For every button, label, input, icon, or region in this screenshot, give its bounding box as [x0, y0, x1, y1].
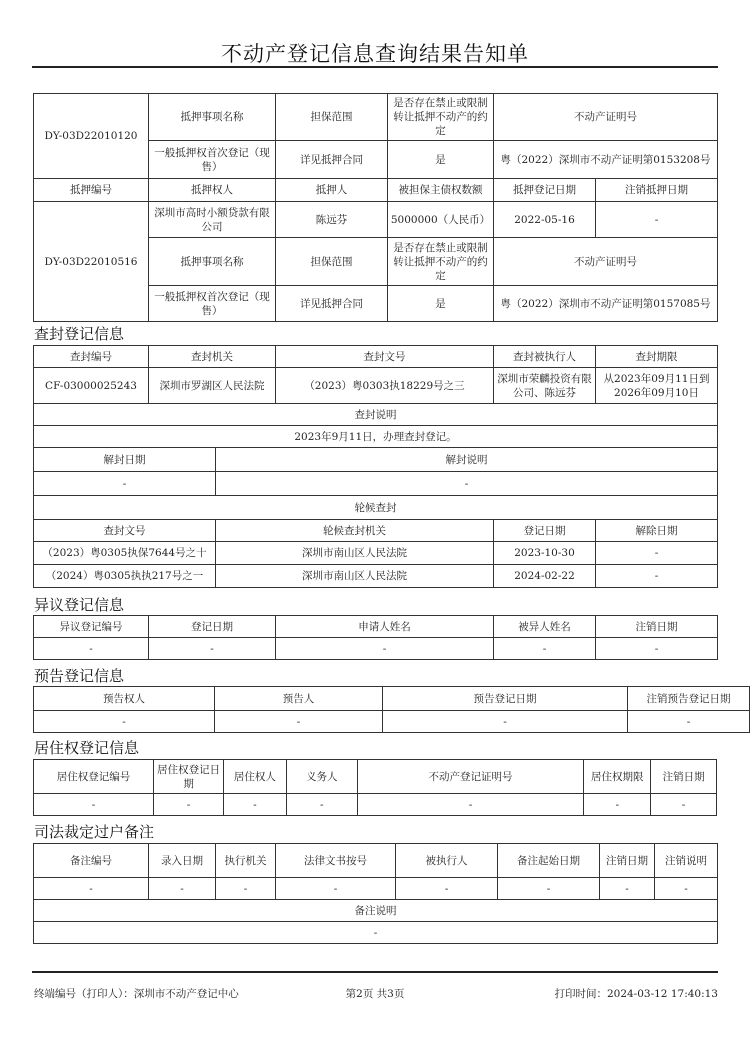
- footer-terminal: 终端编号（打印人）：深圳市不动产登记中心: [34, 988, 239, 1000]
- header-mortgagor: 抵押人: [276, 179, 388, 202]
- advance-row: [34, 711, 750, 733]
- header-seizure-org: 查封机关: [149, 346, 276, 368]
- judicial-table: [33, 843, 718, 944]
- obligor: -: [286, 794, 357, 816]
- header-note-start: 备注起始日期: [498, 844, 600, 878]
- seizure-id: CF-03000025243: [34, 368, 149, 404]
- header-advance-cancel: 注销预告登记日期: [628, 687, 750, 711]
- header-release-desc: 解封说明: [216, 448, 718, 472]
- rotation-date: 2024-02-22: [494, 565, 596, 588]
- advance-date: -: [383, 711, 628, 733]
- advance-cancel: -: [628, 711, 750, 733]
- header-rotation-org: 轮候查封机关: [216, 520, 494, 542]
- header-advance-date: 预告登记日期: [383, 687, 628, 711]
- rotation-date: 2023-10-30: [494, 542, 596, 565]
- seizure-doc: （2023）粤0303执18229号之三: [276, 368, 494, 404]
- seizure-desc-label-row: [34, 404, 718, 426]
- header-advance-holder: 预告权人: [34, 687, 215, 711]
- section-title-advance: 预告登记信息: [34, 667, 125, 685]
- header-cert-no: 不动产证明号: [494, 238, 718, 286]
- seizure-table: [33, 345, 718, 588]
- header-mortgage-date: 抵押登记日期: [494, 179, 596, 202]
- objection-date: -: [149, 638, 276, 660]
- mortgage-item: 一般抵押权首次登记（现售）: [149, 141, 276, 179]
- header-guarantee-scope: 担保范围: [276, 94, 388, 141]
- mortgage-row: [34, 202, 718, 238]
- footer-page-number: 第2页 共3页: [345, 988, 405, 1000]
- header-objection-cancel: 注销日期: [596, 616, 718, 638]
- cert-no: 粤（2022）深圳市不动产证明第0153208号: [494, 141, 718, 179]
- header-cancel-date: 注销抵押日期: [596, 179, 718, 202]
- rotation-header-row: [34, 520, 718, 542]
- residence-header-row: [34, 760, 717, 794]
- header-release-date: 解封日期: [34, 448, 216, 472]
- mortgage-main-header-row: [34, 179, 718, 202]
- advance-holder: -: [34, 711, 215, 733]
- mortgage-item: 一般抵押权首次登记（现售）: [149, 286, 276, 322]
- header-mortgage-item: 抵押事项名称: [149, 94, 276, 141]
- exec-org: -: [216, 878, 276, 900]
- header-objection-date: 登记日期: [149, 616, 276, 638]
- cancel-date: -: [596, 202, 718, 238]
- advance-header-row: [34, 687, 750, 711]
- objection-header-row: [34, 616, 718, 638]
- header-seizure-id: 查封编号: [34, 346, 149, 368]
- section-title-residence: 居住权登记信息: [34, 739, 140, 757]
- note-label-row: [34, 900, 718, 922]
- release-header-row: [34, 448, 718, 472]
- header-residence-cancel: 注销日期: [651, 760, 717, 794]
- release-date: -: [34, 472, 216, 496]
- rotation-doc: （2024）粤0305执执217号之一: [34, 565, 216, 588]
- header-judicial-cancel-date: 注销日期: [600, 844, 655, 878]
- advance-party: -: [215, 711, 383, 733]
- objection-cancel: -: [596, 638, 718, 660]
- rotation-org: 深圳市南山区人民法院: [216, 565, 494, 588]
- residence-table: [33, 759, 717, 816]
- mortgage-id: DY-03D22010120: [34, 94, 149, 179]
- header-amount: 被担保主债权数额: [388, 179, 494, 202]
- rotation-row: [34, 565, 718, 588]
- note-content: -: [34, 922, 718, 944]
- rotation-row: [34, 542, 718, 565]
- header-advance-party: 预告人: [215, 687, 383, 711]
- rotation-label-row: [34, 496, 718, 520]
- header-seizure-doc: 查封文号: [276, 346, 494, 368]
- rotation-label: 轮候查封: [34, 496, 718, 520]
- header-resident: 居住权人: [224, 760, 287, 794]
- header-rotation-date: 登记日期: [494, 520, 596, 542]
- header-entry-date: 录入日期: [149, 844, 216, 878]
- objection-table: [33, 615, 718, 660]
- note-row: [34, 922, 718, 944]
- header-mortgage-item: 抵押事项名称: [149, 238, 276, 286]
- cancel-note: -: [655, 878, 718, 900]
- header-transfer-ban: 是否存在禁止或限制转让抵押不动产的约定: [388, 238, 494, 286]
- mortgage-date: 2022-05-16: [494, 202, 596, 238]
- applicant: -: [276, 638, 494, 660]
- header-legal-doc: 法律文书按号: [276, 844, 396, 878]
- title-rule: [32, 66, 718, 68]
- mortgage-header-row: [34, 94, 718, 141]
- rotation-cancel: -: [596, 565, 718, 588]
- resident: -: [224, 794, 287, 816]
- legal-doc: -: [276, 878, 396, 900]
- seizure-desc-row: [34, 426, 718, 448]
- residence-cancel: -: [651, 794, 717, 816]
- judicial-header-row: [34, 844, 718, 878]
- header-cert-no: 不动产证明号: [494, 94, 718, 141]
- guarantee-scope: 详见抵押合同: [276, 286, 388, 322]
- transfer-ban: 是: [388, 141, 494, 179]
- residence-cert: -: [357, 794, 584, 816]
- objection-id: -: [34, 638, 149, 660]
- residence-term: -: [584, 794, 651, 816]
- footer-print-time: 打印时间：2024-03-12 17:40:13: [554, 988, 718, 1000]
- header-applicant: 申请人姓名: [276, 616, 494, 638]
- header-rotation-cancel: 解除日期: [596, 520, 718, 542]
- seizure-desc-label: 查封说明: [34, 404, 718, 426]
- seizure-org: 深圳市罗湖区人民法院: [149, 368, 276, 404]
- header-respondent: 被异人姓名: [494, 616, 596, 638]
- header-exec-org: 执行机关: [216, 844, 276, 878]
- header-mortgage-id: 抵押编号: [34, 179, 149, 202]
- amount: 5000000（人民币）: [388, 202, 494, 238]
- header-rotation-doc: 查封文号: [34, 520, 216, 542]
- cert-no: 粤（2022）深圳市不动产证明第0157085号: [494, 286, 718, 322]
- objection-row: [34, 638, 718, 660]
- rotation-doc: （2023）粤0305执保7644号之十: [34, 542, 216, 565]
- header-cancel-note: 注销说明: [655, 844, 718, 878]
- section-title-seizure: 查封登记信息: [34, 325, 125, 343]
- respondent: -: [494, 638, 596, 660]
- note-start: -: [498, 878, 600, 900]
- seizure-header-row: [34, 346, 718, 368]
- section-title-judicial: 司法裁定过户备注: [34, 823, 155, 841]
- seizure-row: [34, 368, 718, 404]
- header-residence-date: 居住权登记日期: [154, 760, 224, 794]
- note-label: 备注说明: [34, 900, 718, 922]
- document-title: 不动产登记信息查询结果告知单: [221, 42, 529, 66]
- residence-row: [34, 794, 717, 816]
- section-title-objection: 异议登记信息: [34, 596, 125, 614]
- header-seizure-period: 查封期限: [596, 346, 718, 368]
- footer-rule: [32, 971, 718, 973]
- guarantee-scope: 详见抵押合同: [276, 141, 388, 179]
- seizure-desc: 2023年9月11日，办理查封登记。: [34, 426, 718, 448]
- advance-table: [33, 686, 750, 733]
- seizure-period: 从2023年09月11日到2026年09月10日: [596, 368, 718, 404]
- header-note-id: 备注编号: [34, 844, 149, 878]
- header-transfer-ban: 是否存在禁止或限制转让抵押不动产的约定: [388, 94, 494, 141]
- note-id: -: [34, 878, 149, 900]
- header-obligor: 义务人: [286, 760, 357, 794]
- mortgage-id: DY-03D22010516: [34, 202, 149, 322]
- executee: -: [396, 878, 498, 900]
- header-seizure-target: 查封被执行人: [494, 346, 596, 368]
- header-mortgagee: 抵押权人: [149, 179, 276, 202]
- release-row: [34, 472, 718, 496]
- mortgagor: 陈远芬: [276, 202, 388, 238]
- header-residence-term: 居住权期限: [584, 760, 651, 794]
- header-guarantee-scope: 担保范围: [276, 238, 388, 286]
- header-executee: 被执行人: [396, 844, 498, 878]
- residence-id: -: [34, 794, 154, 816]
- residence-date: -: [154, 794, 224, 816]
- mortgage-table: [33, 93, 718, 322]
- header-residence-id: 居住权登记编号: [34, 760, 154, 794]
- transfer-ban: 是: [388, 286, 494, 322]
- judicial-cancel-date: -: [600, 878, 655, 900]
- judicial-row: [34, 878, 718, 900]
- release-desc: -: [216, 472, 718, 496]
- mortgagee: 深圳市高时小额贷款有限公司: [149, 202, 276, 238]
- header-residence-cert: 不动产登记证明号: [357, 760, 584, 794]
- entry-date: -: [149, 878, 216, 900]
- header-objection-id: 异议登记编号: [34, 616, 149, 638]
- rotation-org: 深圳市南山区人民法院: [216, 542, 494, 565]
- rotation-cancel: -: [596, 542, 718, 565]
- seizure-target: 深圳市荣麟投资有限公司、陈远芬: [494, 368, 596, 404]
